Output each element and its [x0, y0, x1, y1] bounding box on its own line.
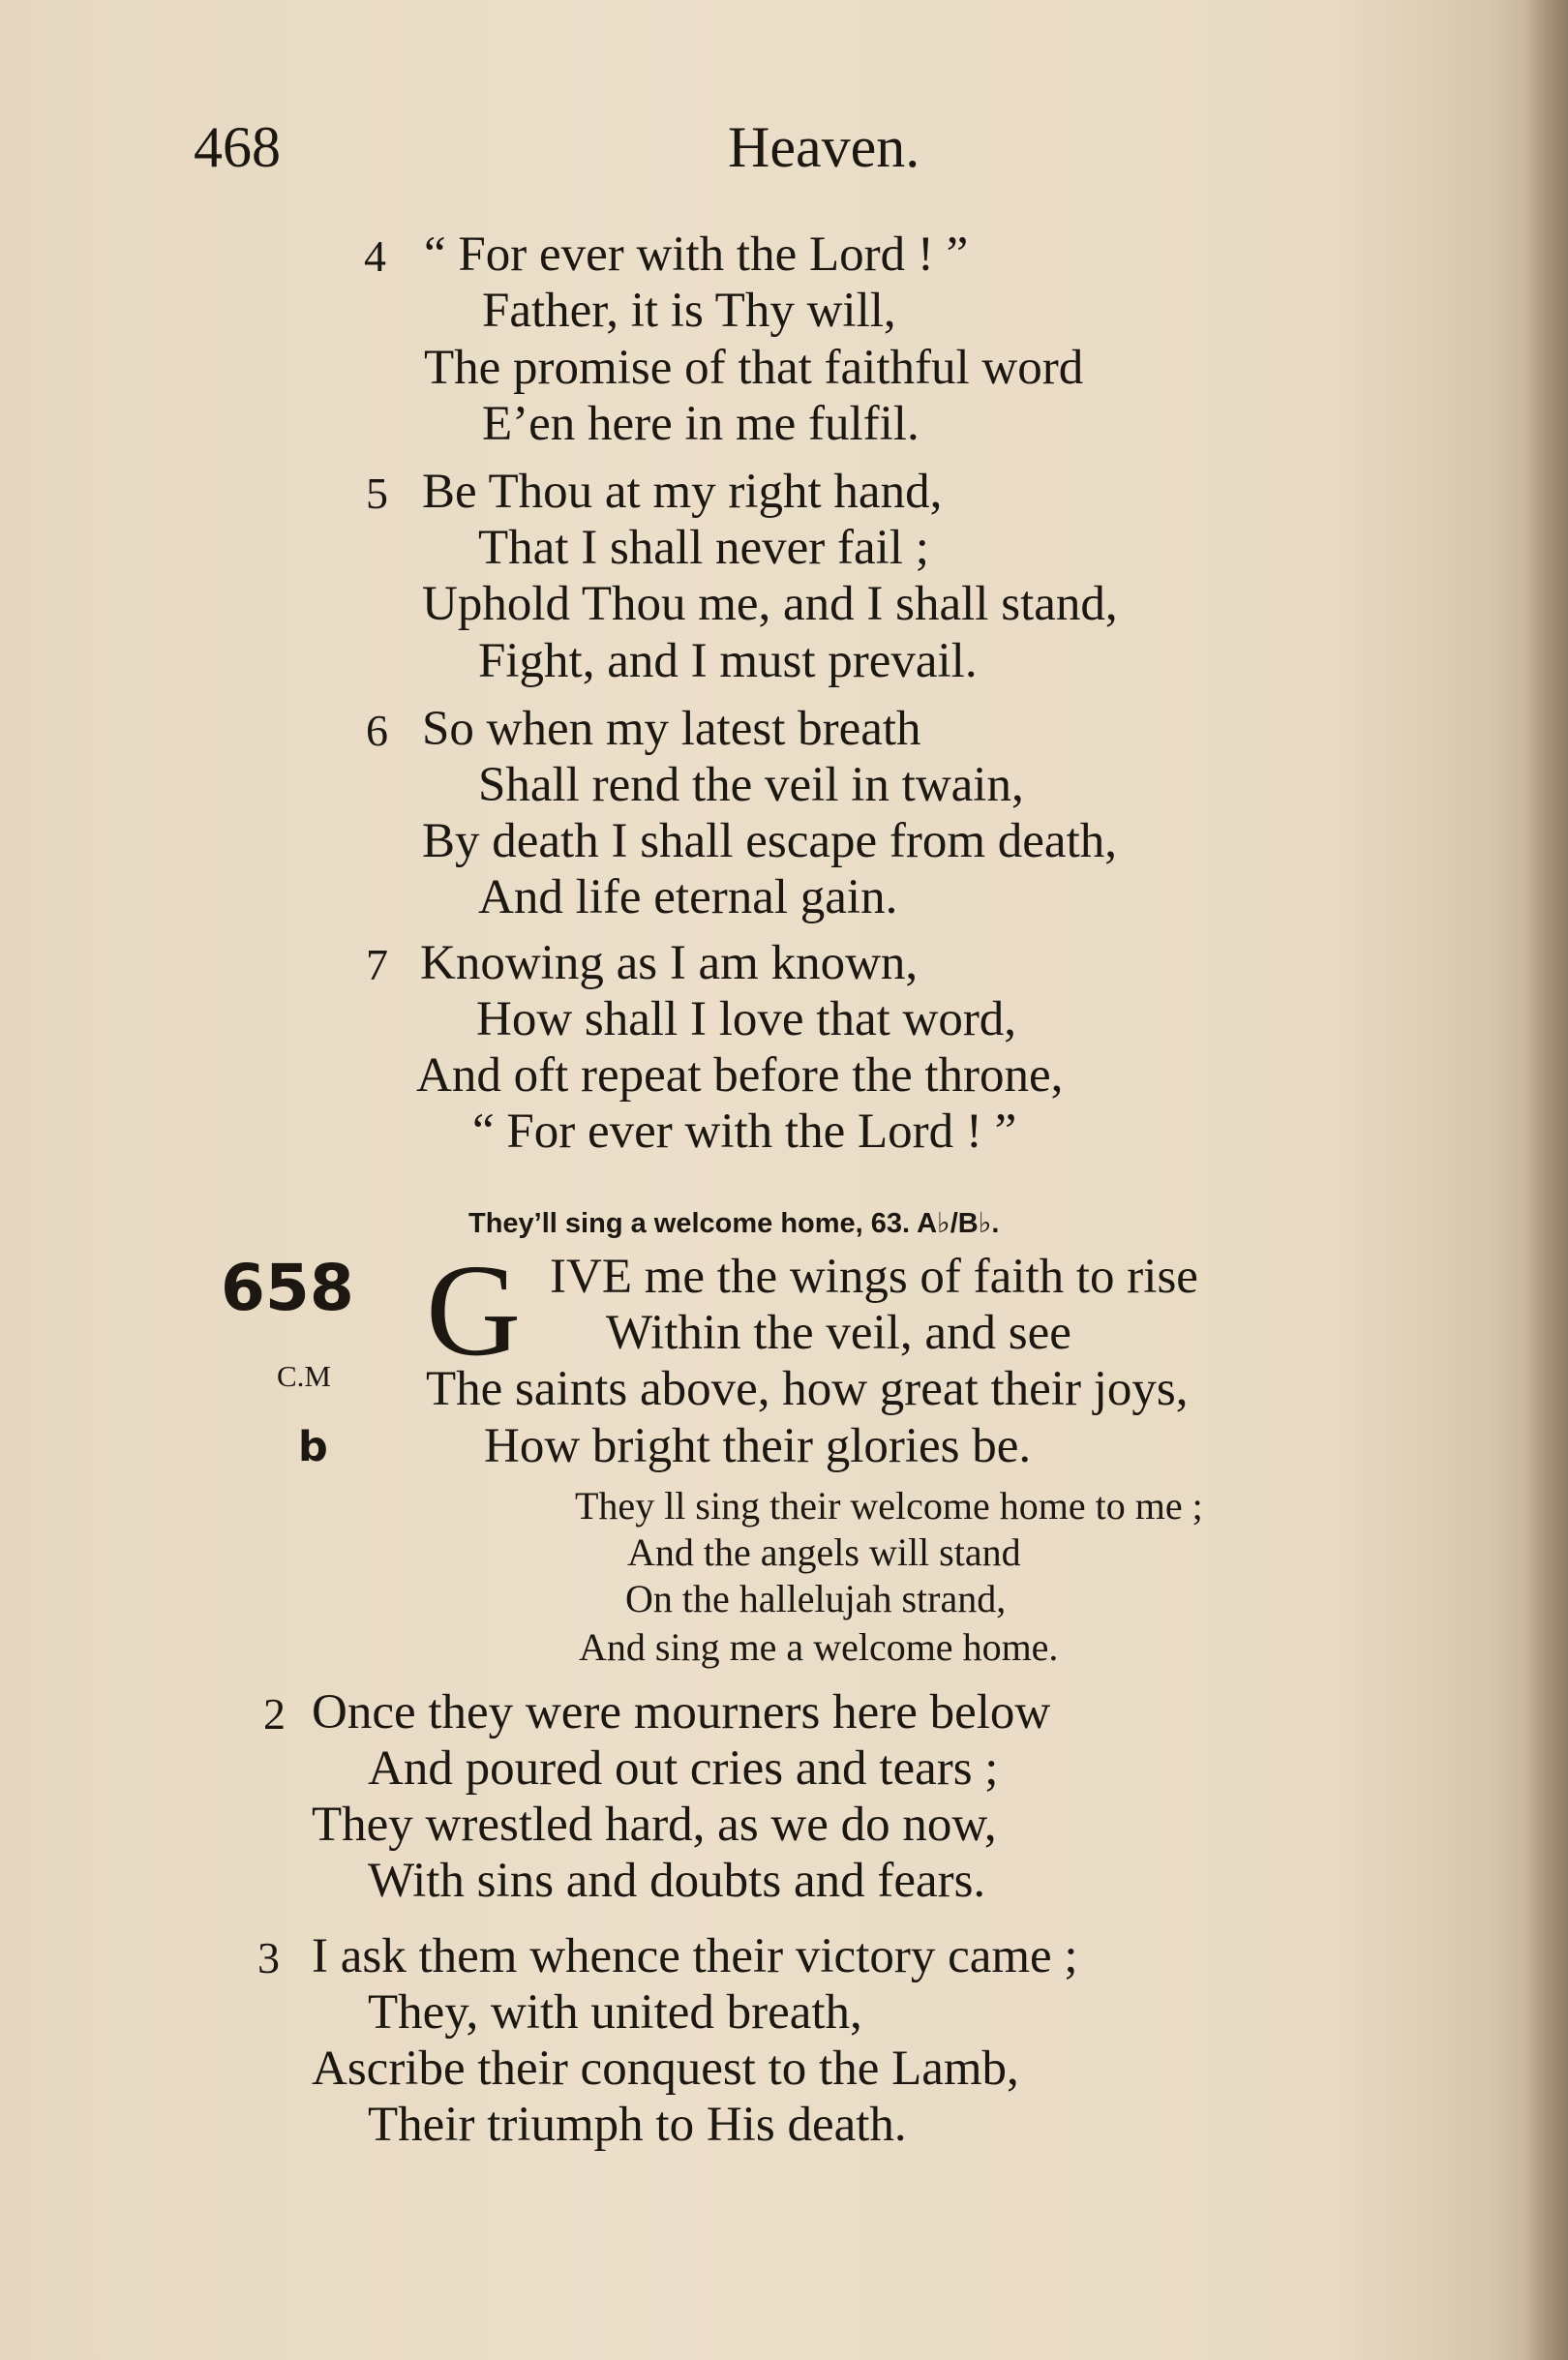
verse-line: Once they were mourners here below	[312, 1685, 1051, 1740]
verse-line: Shall rend the veil in twain,	[478, 758, 1024, 812]
verse-line: “ For ever with the Lord ! ”	[424, 227, 969, 282]
page-gutter-shadow	[1523, 0, 1568, 2360]
running-head: Heaven.	[728, 115, 920, 179]
verse-line: Within the veil, and see	[606, 1306, 1071, 1360]
page-number: 468	[194, 115, 281, 179]
verse-line: They wrestled hard, as we do now,	[312, 1798, 997, 1852]
verse-line: I ask them whence their victory came ;	[312, 1929, 1078, 1983]
verse-number: 3	[257, 1933, 280, 1982]
chorus-line: And the angels will stand	[627, 1530, 1021, 1574]
verse-line: They, with united breath,	[368, 1985, 862, 2040]
verse-line: Uphold Thou me, and I shall stand,	[422, 577, 1118, 631]
verse-number: 6	[366, 706, 388, 755]
verse-line: And poured out cries and tears ;	[368, 1741, 999, 1796]
verse-line: Be Thou at my right hand,	[422, 465, 943, 519]
verse-line: And life eternal gain.	[478, 870, 898, 924]
verse-number: 2	[263, 1689, 286, 1739]
verse-line: The promise of that faithful word	[424, 341, 1084, 395]
verse-line: The saints above, how great their joys,	[426, 1362, 1189, 1416]
verse-line: How shall I love that word,	[476, 992, 1017, 1046]
verse-number: 4	[364, 231, 386, 281]
verse-line: That I shall never fail ;	[478, 521, 929, 575]
chorus-line: On the hallelujah strand,	[625, 1577, 1007, 1620]
verse-line: So when my latest breath	[422, 702, 921, 756]
verse-line: Father, it is Thy will,	[482, 284, 896, 338]
verse-line: Ascribe their conquest to the Lamb,	[312, 2042, 1019, 2096]
drop-cap: G	[426, 1238, 522, 1383]
verse-line: By death I shall escape from death,	[422, 814, 1117, 868]
chorus-line: And sing me a welcome home.	[579, 1625, 1059, 1669]
verse-line: And oft repeat before the throne,	[416, 1048, 1064, 1103]
verse-number: 7	[366, 940, 388, 989]
meter-label: C.M	[277, 1359, 331, 1393]
verse-line: E’en here in me fulfil.	[482, 397, 920, 451]
chorus-line: They ll sing their welcome home to me ;	[575, 1484, 1203, 1528]
verse-line: With sins and doubts and fears.	[368, 1854, 986, 1908]
verse-line: Fight, and I must prevail.	[478, 634, 978, 688]
verse-line: IVE me the wings of faith to rise	[550, 1250, 1198, 1304]
hymn-number: 658	[221, 1251, 354, 1325]
key-mark: b	[298, 1423, 328, 1471]
verse-number: 5	[366, 469, 388, 518]
verse-line: Knowing as I am known,	[420, 936, 919, 990]
verse-line: “ For ever with the Lord ! ”	[472, 1104, 1017, 1159]
verse-line: Their triumph to His death.	[368, 2098, 907, 2152]
tune-line: They’ll sing a welcome home, 63. A♭/B♭.	[468, 1208, 1000, 1239]
verse-line: How bright their glories be.	[484, 1419, 1032, 1473]
